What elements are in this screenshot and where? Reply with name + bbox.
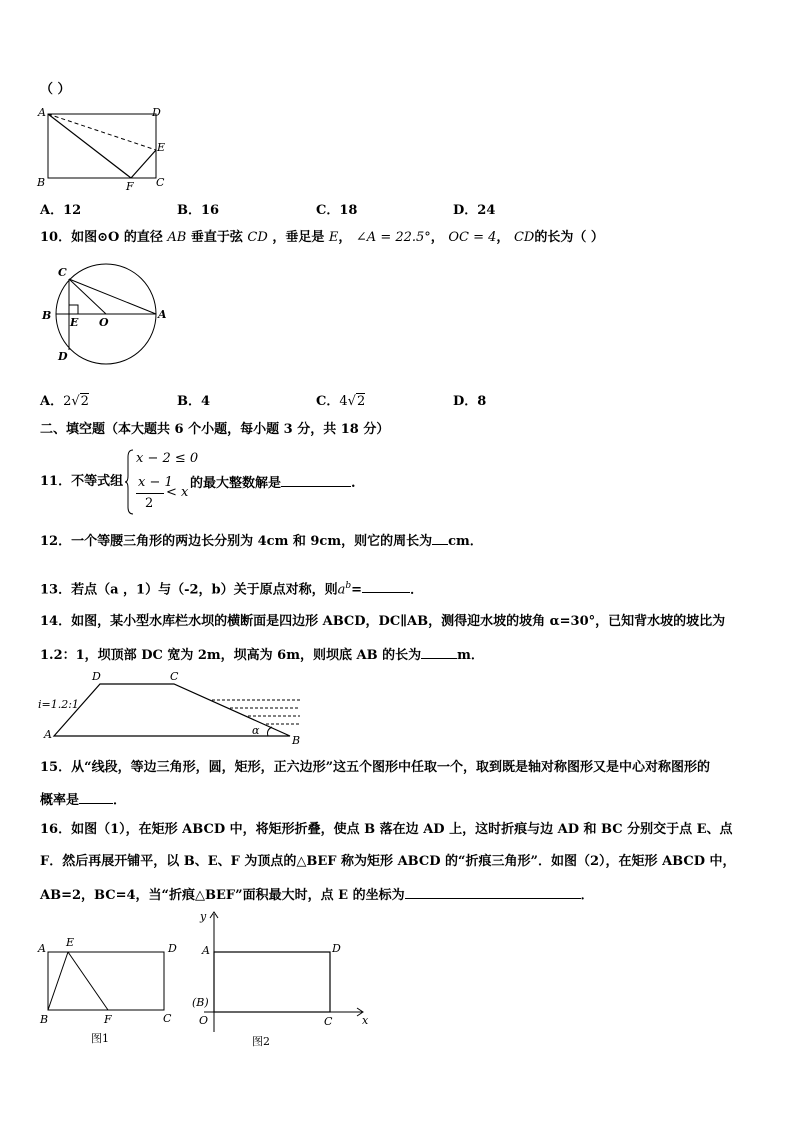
q10-circle-figure xyxy=(36,262,176,372)
q16-figure-1 xyxy=(36,934,186,1026)
q16-line-2: F．然后再展开铺平，以 B、E、F 为顶点的△BEF 称为矩形 ABCD 的“折痕三角形”．如图（2），在矩形 ABCD 中， xyxy=(40,854,736,869)
q11-inequality-1: x − 2 ≤ 0 xyxy=(136,451,199,466)
q16-fig2-label-d: D xyxy=(332,942,341,955)
q11-inequality-2-rhs: < x xyxy=(166,485,189,500)
q16-fig1-label-c: C xyxy=(163,1012,172,1025)
q10-option-c: C．4√2 xyxy=(316,394,366,409)
q13-text: 13．若点（a ，1）与（-2，b）关于原点对称，则$a^b=$ ． xyxy=(40,581,424,598)
q14-label-slope: i=1.2:1 xyxy=(38,698,79,711)
q16-figure-2 xyxy=(190,910,380,1038)
q10-option-b: B．4 xyxy=(177,394,211,409)
q10-option-d: D．8 xyxy=(453,394,487,409)
q9-label-b: B xyxy=(37,176,46,189)
q16-fig2-label-a: A xyxy=(202,944,210,957)
q11-prefix: 11．不等式组 xyxy=(40,474,124,489)
q9-label-d: D xyxy=(152,106,161,119)
q16-fig2-caption: 图2 xyxy=(252,1035,270,1048)
q9-label-c: C xyxy=(156,176,165,189)
q16-fig2-label-b: (B) xyxy=(192,996,209,1009)
q10-option-a: A．2√2 xyxy=(40,394,89,409)
q9-label-f: F xyxy=(126,180,134,193)
q14-label-alpha: α xyxy=(252,724,260,737)
q11-brace xyxy=(124,449,134,515)
q15-answer-blank[interactable] xyxy=(79,791,113,804)
q12-text: 12．一个等腰三角形的两边长分别为 4cm 和 9cm，则它的周长为 cm． xyxy=(40,534,483,549)
q9-label-e: E xyxy=(157,141,166,154)
q9-answer-paren: （ ） xyxy=(40,82,71,97)
q11-fraction-denominator: 2 xyxy=(145,496,154,511)
q14-label-a: A xyxy=(44,728,52,741)
q16-fig1-label-d: D xyxy=(168,942,177,955)
q9-rectangle-figure xyxy=(34,104,169,193)
q14-answer-blank[interactable] xyxy=(421,646,457,659)
q12-answer-blank[interactable] xyxy=(432,532,448,545)
q16-fig1-caption: 图1 xyxy=(91,1032,109,1045)
q14-dam-figure xyxy=(36,668,306,748)
q14-line-1: 14．如图，某小型水库栏水坝的横断面是四边形 ABCD，DC∥AB，测得迎水坡的坡角 α=30°，已知背水坡的坡比为 xyxy=(40,614,726,629)
q11-fraction-bar xyxy=(136,493,164,494)
q9-option-c: C．18 xyxy=(316,203,358,218)
q15-line-1: 15．从“线段，等边三角形，圆，矩形，正六边形”这五个图形中任取一个，取到既是轴对称图形又是中心对称图形的 xyxy=(40,760,711,775)
q16-fig2-label-o: O xyxy=(199,1014,209,1027)
q14-label-b: B xyxy=(292,734,301,747)
q11-fraction-numerator: x − 1 xyxy=(138,475,173,490)
q16-fig1-label-b: B xyxy=(40,1013,49,1026)
q9-option-d: D．24 xyxy=(453,203,496,218)
q14-label-c: C xyxy=(170,670,179,683)
q16-fig2-label-c: C xyxy=(324,1015,333,1028)
q10-label-c: C xyxy=(58,266,67,279)
q16-line-1: 16．如图（1），在矩形 ABCD 中，将矩形折叠，使点 B 落在边 AD 上，这时折痕与边 AD 和 BC 分别交于点 E、点 xyxy=(40,822,733,837)
section-heading-fill-in: 二、填空题（本大题共 6 个小题，每小题 3 分，共 18 分） xyxy=(40,422,390,437)
q14-label-d: D xyxy=(92,670,101,683)
q9-label-a: A xyxy=(38,106,46,119)
q11-suffix: 的最大整数解是 . xyxy=(190,476,356,491)
q9-option-b: B．16 xyxy=(177,203,220,218)
q16-fig1-label-f: F xyxy=(104,1013,112,1026)
q10-label-d: D xyxy=(58,350,68,363)
q10-label-o: O xyxy=(99,316,109,329)
q11-answer-blank[interactable] xyxy=(281,474,351,487)
q16-fig2-label-x: x xyxy=(362,1014,369,1027)
q16-fig1-label-a: A xyxy=(38,942,46,955)
q10-label-e: E xyxy=(70,316,79,329)
q10-question-text: 10．如图⊙O 的直径 AB 垂直于弦 CD ，垂足是 E， ∠A = 22.5°， OC = 4， CD的长为（ ） xyxy=(40,230,604,245)
q16-answer-blank[interactable] xyxy=(405,886,581,899)
q15-line-2: 概率是 ． xyxy=(40,793,127,808)
q14-line-2: 1.2：1，坝顶部 DC 宽为 2m，坝高为 6m，则坝底 AB 的长为 m． xyxy=(40,648,484,663)
q16-line-3: AB=2，BC=4，当“折痕△BEF”面积最大时，点 E 的坐标为 ． xyxy=(40,888,594,903)
q10-label-a: A xyxy=(158,308,167,321)
q9-option-a: A．12 xyxy=(40,203,82,218)
q16-fig2-label-y: y xyxy=(200,910,207,923)
q10-label-b: B xyxy=(42,309,52,322)
q13-answer-blank[interactable] xyxy=(362,580,410,593)
q16-fig1-label-e: E xyxy=(66,936,75,949)
